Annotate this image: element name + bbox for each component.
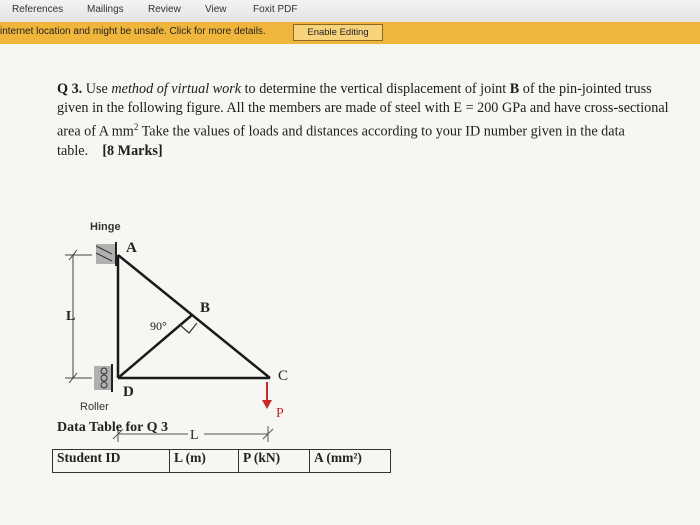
data-table (52, 449, 391, 473)
truss-members (118, 255, 270, 378)
question-text-part: of the pin-jointed truss given in the following figure. All the members are made of steel with E = 200 GPa and have cross-sectional area of A mm (57, 81, 669, 140)
tab-review[interactable]: Review (148, 4, 181, 15)
load-arrow (262, 382, 272, 409)
tab-foxit-pdf[interactable]: Foxit PDF (253, 4, 298, 15)
data-table-header: L (m) (170, 450, 239, 473)
tab-mailings[interactable]: Mailings (87, 4, 124, 15)
node-label-c: C (278, 368, 289, 384)
question-text (57, 80, 677, 161)
dimension-label-horizontal: L (190, 428, 199, 443)
truss-figure (0, 168, 320, 458)
question-text-part: Use (82, 81, 112, 97)
data-table-title: Data Table for Q 3 (57, 420, 168, 435)
question-text-part: to determine the vertical displacement of joint (241, 81, 510, 97)
tab-view[interactable]: View (205, 4, 227, 15)
question-number: Q 3. (57, 81, 83, 97)
data-table-header: P (kN) (239, 450, 310, 473)
data-table-header-row (53, 450, 391, 473)
question-superscript: 2 (133, 122, 139, 132)
node-label-d: D (123, 384, 134, 400)
protected-view-message[interactable]: internet location and might be unsafe. Click for more details. (0, 26, 266, 37)
dimension-label-vertical: L (66, 309, 76, 324)
load-label: P (276, 406, 284, 421)
data-table-header: A (mm²) (310, 450, 391, 473)
node-label-b: B (200, 300, 211, 316)
question-text-part: Take the values of loads and distances according to your ID number given in the data table. (57, 123, 625, 159)
node-label-a: A (126, 240, 137, 256)
question-method: method of virtual work (111, 81, 242, 97)
enable-editing-button[interactable]: Enable Editing (293, 24, 383, 41)
hinge-label: Hinge (90, 221, 121, 233)
protected-view-bar (0, 22, 700, 45)
question-joint: B (509, 81, 520, 97)
roller-support (94, 364, 112, 392)
hinge-support (96, 242, 116, 266)
question-marks: [8 Marks] (102, 142, 163, 159)
tab-references[interactable]: References (12, 4, 64, 15)
angle-label: 90° (150, 319, 167, 333)
ribbon-tabs (0, 0, 700, 23)
data-table-header: Student ID (53, 450, 170, 473)
roller-label: Roller (80, 401, 109, 413)
